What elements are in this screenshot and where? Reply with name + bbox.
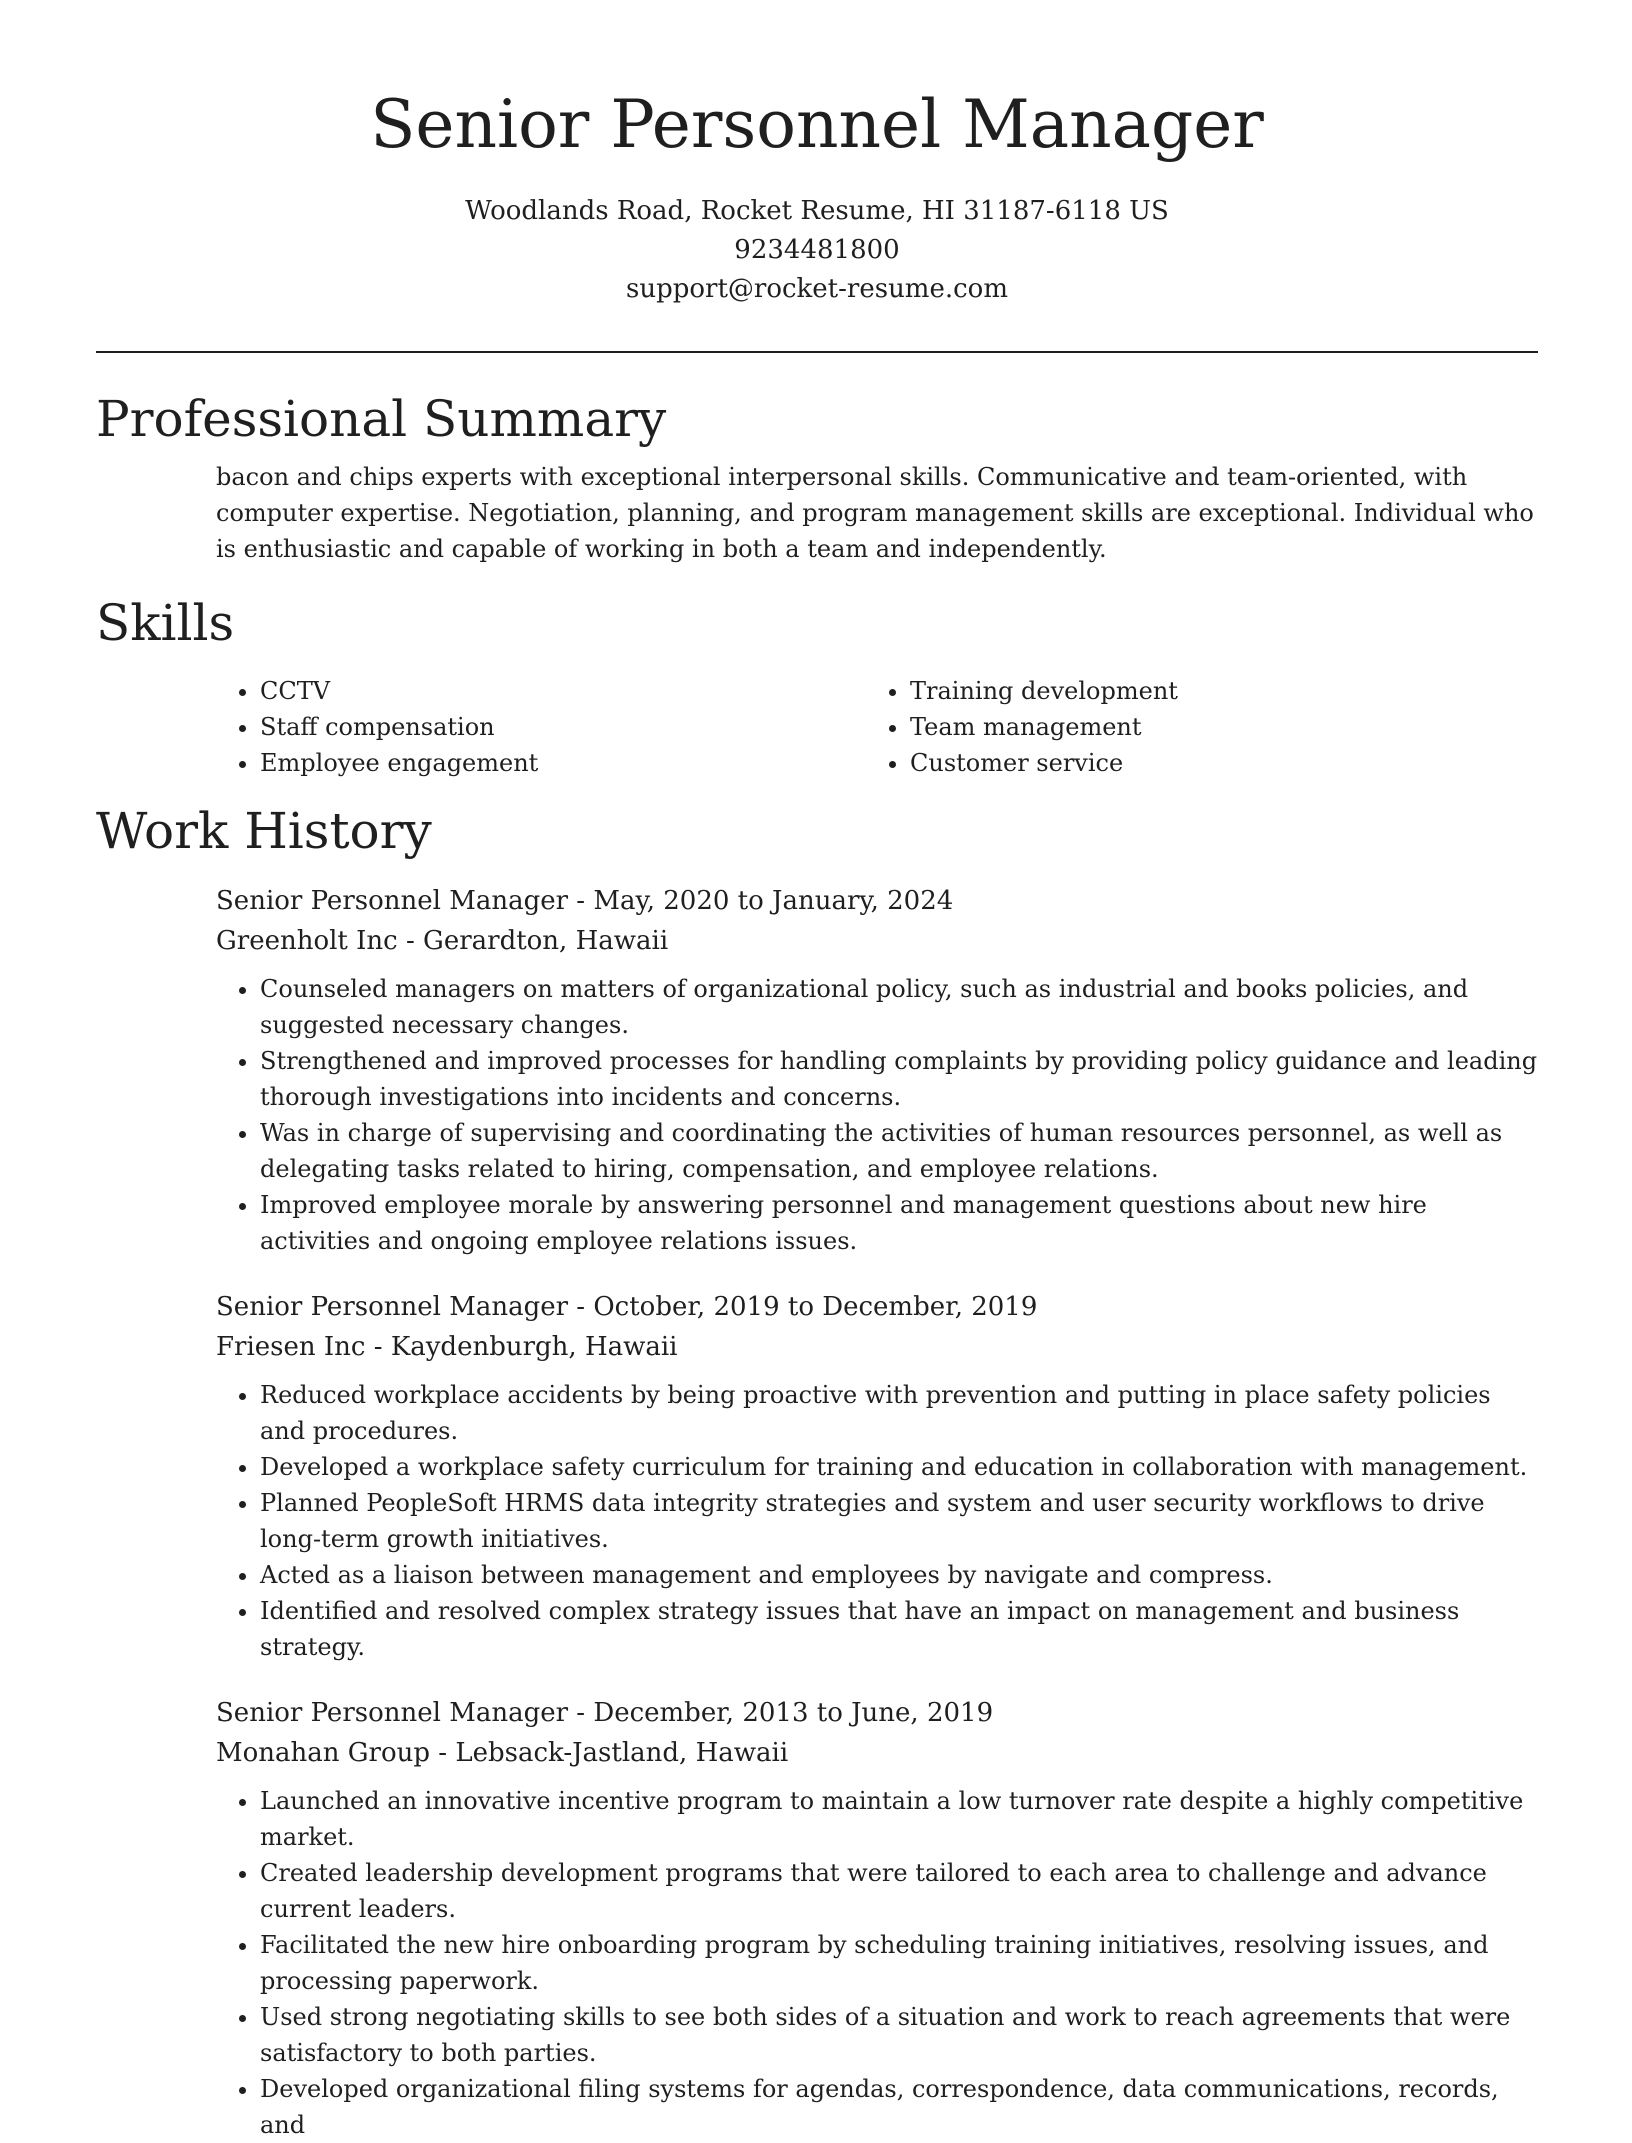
skills-column-left	[216, 673, 866, 781]
list-item: • Strengthened and improved processes for handling complaints by providing policy guidance and leading thorough investigations into incidents and concerns.	[260, 1043, 1538, 1115]
job-company: Friesen Inc	[216, 1332, 366, 1362]
resume-header	[96, 0, 1538, 309]
summary-heading: Professional Summary	[96, 390, 667, 448]
job-company-line	[216, 1327, 1538, 1367]
list-item: • Launched an innovative incentive program to maintain a low turnover rate despite a highly competitive market.	[260, 1783, 1538, 1855]
job-title-line	[216, 881, 1538, 921]
candidate-name: Senior Personnel Manager	[370, 86, 1264, 163]
job-entry	[216, 881, 1538, 1259]
email: support@rocket-resume.com	[625, 274, 1008, 304]
job-title-line	[216, 1287, 1538, 1327]
list-item: • Facilitated the new hire onboarding program by scheduling training initiatives, resolving issues, and processing paperwork.	[260, 1927, 1538, 1999]
job-bullets	[216, 1783, 1538, 2143]
skills-grid	[216, 673, 1538, 781]
phone: 9234481800	[734, 235, 900, 265]
list-item: • Used strong negotiating skills to see both sides of a situation and work to reach agreements that were satisfactory to both parties.	[260, 1999, 1538, 2071]
job-company: Greenholt Inc	[216, 926, 398, 956]
summary-text: bacon and chips experts with exceptional interpersonal skills. Communicative and team-oriented, with computer expertise. Negotiation, planning, and program management skills are exceptional. Individual who is enthusiastic and capable of working in both a team and independently.	[216, 463, 1534, 563]
job-entry	[216, 1287, 1538, 1665]
list-item: • Was in charge of supervising and coordinating the activities of human resources personnel, as well as delegating tasks related to hiring, compensation, and employee relations.	[260, 1115, 1538, 1187]
job-role: Senior Personnel Manager	[216, 886, 569, 916]
header-divider	[96, 351, 1538, 353]
job-role: Senior Personnel Manager	[216, 1292, 569, 1322]
work-history-heading: Work History	[96, 802, 432, 860]
skills-heading: Skills	[96, 594, 235, 652]
job-location: - Lebsack-Jastland, Hawaii	[430, 1738, 789, 1768]
job-dates: - May, 2020 to January, 2024	[568, 886, 954, 916]
skills-column-right	[866, 673, 1516, 781]
list-item: • Acted as a liaison between management and employees by navigate and compress.	[260, 1557, 1538, 1593]
list-item: • Developed organizational filing systems for agendas, correspondence, data communications, records, and	[260, 2071, 1538, 2143]
job-company: Monahan Group	[216, 1738, 431, 1768]
skill-item: • Customer service	[910, 745, 1516, 781]
job-company-line	[216, 921, 1538, 961]
job-title-line	[216, 1693, 1538, 1733]
job-location: - Gerardton, Hawaii	[397, 926, 669, 956]
skill-item: • Team management	[910, 709, 1516, 745]
job-company-line	[216, 1733, 1538, 1773]
skill-item: • CCTV	[260, 673, 866, 709]
list-item: • Reduced workplace accidents by being proactive with prevention and putting in place safety policies and procedures.	[260, 1377, 1538, 1449]
job-entry	[216, 1693, 1538, 2143]
job-location: - Kaydenburgh, Hawaii	[365, 1332, 678, 1362]
list-item: • Created leadership development programs that were tailored to each area to challenge and advance current leaders.	[260, 1855, 1538, 1927]
job-dates: - December, 2013 to June, 2019	[568, 1698, 994, 1728]
list-item: • Developed a workplace safety curriculum for training and education in collaboration with management.	[260, 1449, 1538, 1485]
skill-item: • Staff compensation	[260, 709, 866, 745]
job-bullets	[216, 1377, 1538, 1665]
skill-item: • Training development	[910, 673, 1516, 709]
job-role: Senior Personnel Manager	[216, 1698, 569, 1728]
list-item: • Counseled managers on matters of organizational policy, such as industrial and books policies, and suggested necessary changes.	[260, 971, 1538, 1043]
list-item: • Identified and resolved complex strategy issues that have an impact on management and business strategy.	[260, 1593, 1538, 1665]
resume-page	[96, 0, 1538, 2143]
skill-item: • Employee engagement	[260, 745, 866, 781]
address: Woodlands Road, Rocket Resume, HI 31187-6118 US	[465, 196, 1169, 226]
list-item: • Planned PeopleSoft HRMS data integrity strategies and system and user security workflows to drive long-term growth initiatives.	[260, 1485, 1538, 1557]
contact-block	[96, 192, 1538, 309]
job-bullets	[216, 971, 1538, 1259]
list-item: • Improved employee morale by answering personnel and management questions about new hire activities and ongoing employee relations issues.	[260, 1187, 1538, 1259]
job-dates: - October, 2019 to December, 2019	[568, 1292, 1038, 1322]
